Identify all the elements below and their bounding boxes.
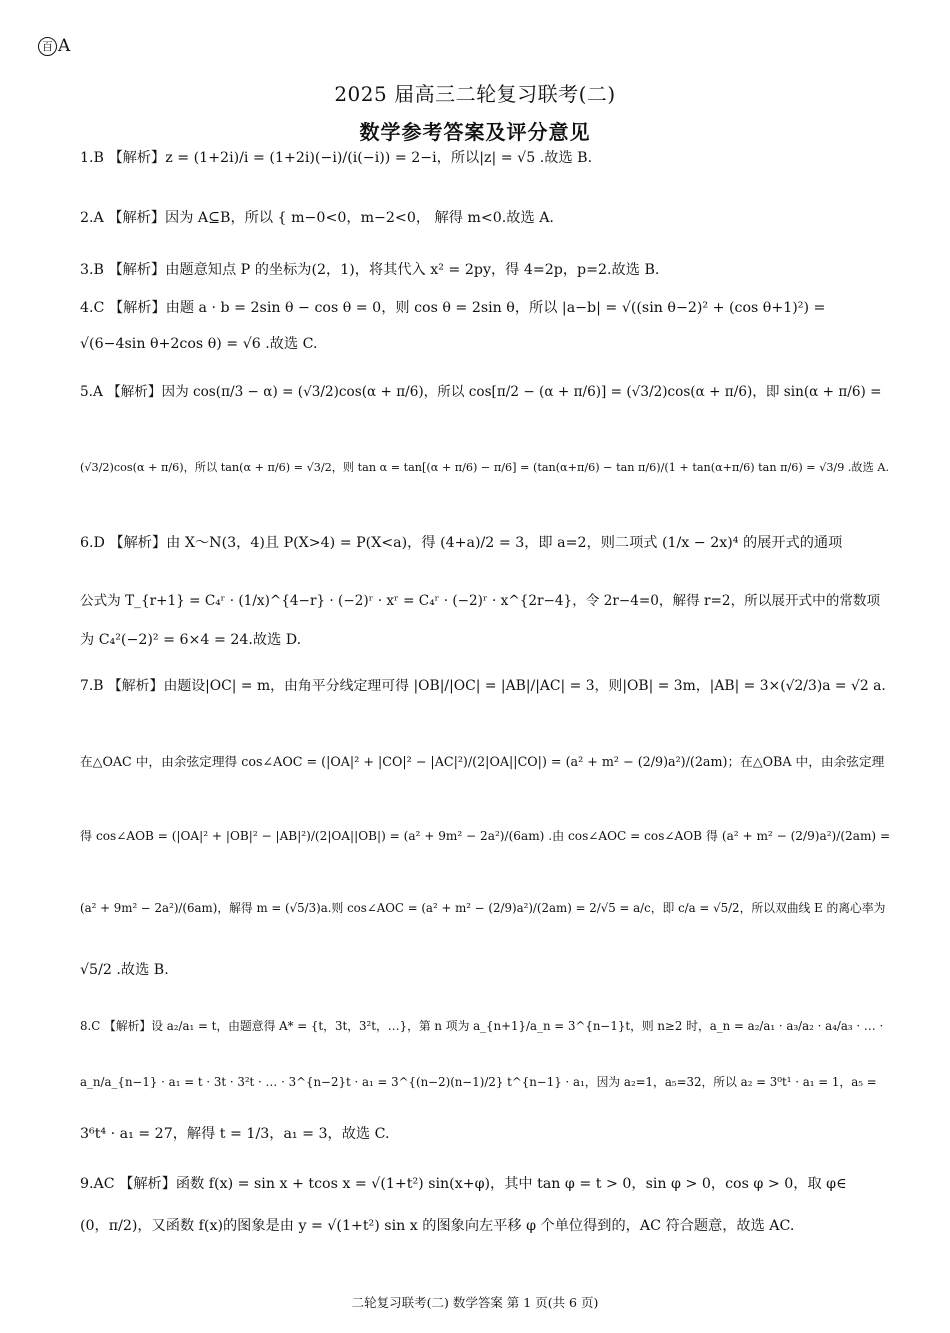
answer-line: (a² + 9m² − 2a²)/(6am)，解得 m = (√5/3)a.则 cos∠AOC = (a² + m² − (2/9)a²)/(2am) = 2/√5 = a/c，即 c/a = √5/2，所以双曲线 E 的离心率为 — [80, 901, 886, 915]
answer-line: 2.A 【解析】因为 A⊆B，所以 { m−0<0，m−2<0， 解得 m<0.故选 A. — [80, 210, 554, 226]
answer-line: 8.C 【解析】设 a₂/a₁ = t，由题意得 A* = {t，3t，3²t，…}，第 n 项为 a_{n+1}/a_n = 3^{n−1}t，则 n≥2 时，a_n = a₂/a₁ · a₃/a₂ · a₄/a₃ · … · — [80, 1019, 884, 1033]
answer-line: 1.B 【解析】z = (1+2i)/i = (1+2i)(−i)/(i(−i)) = 2−i，所以|z| = √5 .故选 B. — [80, 150, 593, 166]
answer-line: 9.AC 【解析】函数 f(x) = sin x + tcos x = √(1+t²) sin(x+φ)，其中 tan φ = t > 0，sin φ > 0，cos φ > 0，取 φ∈ — [80, 1176, 847, 1192]
answer-line: 4.C 【解析】由题 a · b = 2sin θ − cos θ = 0，则 cos θ = 2sin θ，所以 |a−b| = √((sin θ−2)² + (cos θ+1)²) = — [80, 300, 826, 316]
answer-line: 得 cos∠AOB = (|OA|² + |OB|² − |AB|²)/(2|OA||OB|) = (a² + 9m² − 2a²)/(6am) .由 cos∠AOC = cos∠AOB 得 (a² + m² − (2/9)a²)/(2am) = — [80, 829, 891, 843]
badge-circle-symbol: 百 — [38, 37, 57, 56]
answer-line: a_n/a_{n−1} · a₁ = t · 3t · 3²t · … · 3^{n−2}t · a₁ = 3^{(n−2)(n−1)/2} t^{n−1} · a₁，因为 a₂=1，a₅=32，所以 a₂ = 3⁰t¹ · a₁ = 1，a₅ = — [80, 1075, 877, 1089]
answer-line: 3⁶t⁴ · a₁ = 27，解得 t = 1/3，a₁ = 3，故选 C. — [80, 1126, 390, 1142]
paper-version-badge — [38, 36, 70, 56]
answer-line: 公式为 T_{r+1} = C₄ʳ · (1/x)^{4−r} · (−2)ʳ · xʳ = C₄ʳ · (−2)ʳ · x^{2r−4}，令 2r−4=0，解得 r=2，所以展开式中的常数项 — [80, 593, 881, 609]
answer-line: 3.B 【解析】由题意知点 P 的坐标为(2，1)，将其代入 x² = 2py，得 4=2p，p=2.故选 B. — [80, 262, 660, 278]
page-footer: 二轮复习联考(二) 数学答案 第 1 页(共 6 页) — [351, 1295, 599, 1310]
answer-line: √5/2 .故选 B. — [80, 962, 169, 978]
answer-line: 5.A 【解析】因为 cos(π/3 − α) = (√3/2)cos(α + π/6)，所以 cos[π/2 − (α + π/6)] = (√3/2)cos(α + π/6)，即 sin(α + π/6) = — [80, 384, 882, 400]
answer-line: 为 C₄²(−2)² = 6×4 = 24.故选 D. — [80, 632, 302, 648]
document-subtitle: 数学参考答案及评分意见 — [359, 120, 591, 144]
answer-line: 7.B 【解析】由题设|OC| = m，由角平分线定理可得 |OB|/|OC| = |AB|/|AC| = 3，则|OB| = 3m，|AB| = 3×(√2/3)a = √2 a. — [80, 678, 886, 694]
answer-line: √(6−4sin θ+2cos θ) = √6 .故选 C. — [80, 336, 318, 352]
answer-line: (√3/2)cos(α + π/6)，所以 tan(α + π/6) = √3/2，则 tan α = tan[(α + π/6) − π/6] = (tan(α+π/6) − tan π/6)/(1 + tan(α+π/6) tan π/6) = √3/9 .故选 A. — [80, 461, 890, 474]
answer-line: (0，π/2)，又函数 f(x)的图象是由 y = √(1+t²) sin x 的图象向左平移 φ 个单位得到的，AC 符合题意，故选 AC. — [80, 1218, 795, 1234]
answer-line: 6.D 【解析】由 X～N(3，4)且 P(X>4) = P(X<a)，得 (4+a)/2 = 3，即 a=2，则二项式 (1/x − 2x)⁴ 的展开式的通项 — [80, 535, 843, 551]
exam-title: 2025 届高三二轮复习联考(二) — [334, 82, 616, 106]
badge-letter: A — [58, 36, 71, 56]
answer-line: 在△OAC 中，由余弦定理得 cos∠AOC = (|OA|² + |CO|² − |AC|²)/(2|OA||CO|) = (a² + m² − (2/9)a²)/(2am)；在△OBA 中，由余弦定理 — [80, 754, 885, 769]
